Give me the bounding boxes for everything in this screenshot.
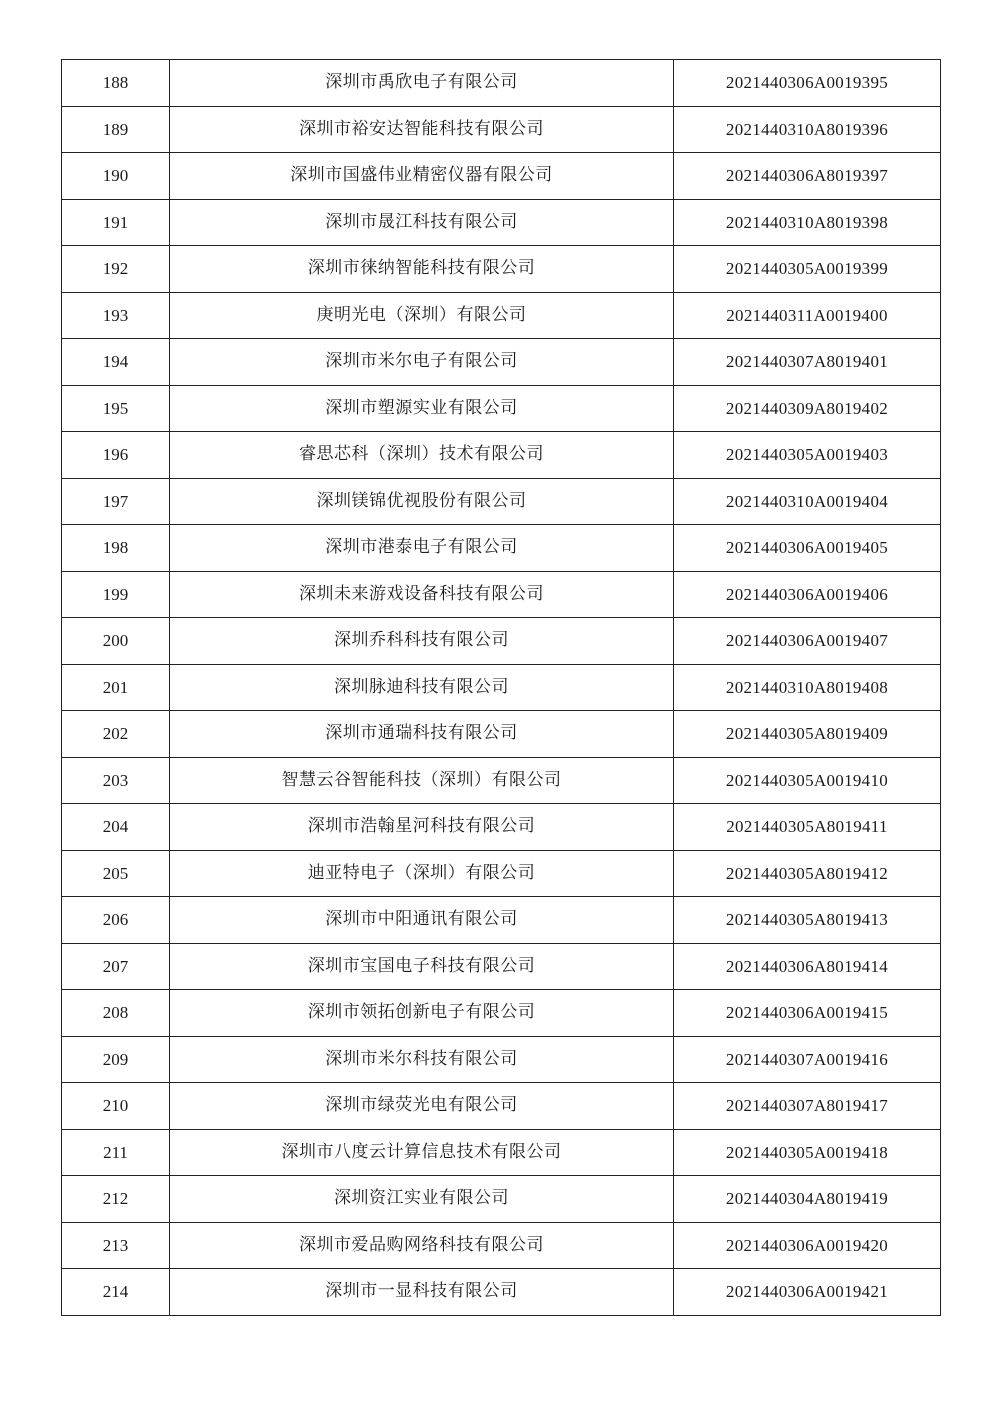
- table-row: [62, 618, 941, 665]
- registration-code-cell: 2021440305A8019412: [674, 850, 941, 897]
- table-row: [62, 106, 941, 153]
- table-row: [62, 153, 941, 200]
- table-row: [62, 1269, 941, 1316]
- table-row: [62, 1129, 941, 1176]
- row-number-cell: 214: [62, 1269, 170, 1316]
- row-number-cell: 189: [62, 106, 170, 153]
- company-name-cell: 深圳市八度云计算信息技术有限公司: [170, 1129, 674, 1176]
- row-number-cell: 196: [62, 432, 170, 479]
- registration-code-cell: 2021440310A8019398: [674, 199, 941, 246]
- row-number-cell: 203: [62, 757, 170, 804]
- table-row: [62, 990, 941, 1037]
- row-number-cell: 191: [62, 199, 170, 246]
- company-name-cell: 深圳市晟江科技有限公司: [170, 199, 674, 246]
- company-name-cell: 深圳市宝国电子科技有限公司: [170, 943, 674, 990]
- company-name-cell: 智慧云谷智能科技（深圳）有限公司: [170, 757, 674, 804]
- registration-code-cell: 2021440306A0019395: [674, 60, 941, 107]
- registration-code-cell: 2021440305A8019409: [674, 711, 941, 758]
- company-name-cell: 深圳脉迪科技有限公司: [170, 664, 674, 711]
- table-row: [62, 757, 941, 804]
- company-name-cell: 深圳乔科科技有限公司: [170, 618, 674, 665]
- table-row: [62, 339, 941, 386]
- company-name-cell: 深圳市裕安达智能科技有限公司: [170, 106, 674, 153]
- table-row: [62, 943, 941, 990]
- company-name-cell: 深圳未来游戏设备科技有限公司: [170, 571, 674, 618]
- company-name-cell: 睿思芯科（深圳）技术有限公司: [170, 432, 674, 479]
- row-number-cell: 213: [62, 1222, 170, 1269]
- registration-code-cell: 2021440310A0019404: [674, 478, 941, 525]
- row-number-cell: 202: [62, 711, 170, 758]
- row-number-cell: 197: [62, 478, 170, 525]
- registration-code-cell: 2021440310A8019396: [674, 106, 941, 153]
- table-row: [62, 1222, 941, 1269]
- registration-code-cell: 2021440306A0019405: [674, 525, 941, 572]
- row-number-cell: 194: [62, 339, 170, 386]
- row-number-cell: 209: [62, 1036, 170, 1083]
- row-number-cell: 212: [62, 1176, 170, 1223]
- row-number-cell: 188: [62, 60, 170, 107]
- company-name-cell: 深圳市中阳通讯有限公司: [170, 897, 674, 944]
- company-name-cell: 深圳镁锦优视股份有限公司: [170, 478, 674, 525]
- registration-code-cell: 2021440306A0019407: [674, 618, 941, 665]
- company-name-cell: 深圳市禹欣电子有限公司: [170, 60, 674, 107]
- registration-code-cell: 2021440305A8019413: [674, 897, 941, 944]
- registration-code-cell: 2021440306A0019415: [674, 990, 941, 1037]
- registration-code-cell: 2021440311A0019400: [674, 292, 941, 339]
- company-name-cell: 庚明光电（深圳）有限公司: [170, 292, 674, 339]
- registration-code-cell: 2021440307A0019416: [674, 1036, 941, 1083]
- table-row: [62, 199, 941, 246]
- table-row: [62, 60, 941, 107]
- table-row: [62, 571, 941, 618]
- row-number-cell: 195: [62, 385, 170, 432]
- company-name-cell: 迪亚特电子（深圳）有限公司: [170, 850, 674, 897]
- row-number-cell: 198: [62, 525, 170, 572]
- company-name-cell: 深圳市米尔电子有限公司: [170, 339, 674, 386]
- row-number-cell: 193: [62, 292, 170, 339]
- registration-code-cell: 2021440306A8019414: [674, 943, 941, 990]
- row-number-cell: 190: [62, 153, 170, 200]
- row-number-cell: 205: [62, 850, 170, 897]
- row-number-cell: 211: [62, 1129, 170, 1176]
- registration-code-cell: 2021440306A0019406: [674, 571, 941, 618]
- row-number-cell: 200: [62, 618, 170, 665]
- table-row: [62, 804, 941, 851]
- registration-code-cell: 2021440304A8019419: [674, 1176, 941, 1223]
- registration-code-cell: 2021440306A0019421: [674, 1269, 941, 1316]
- company-name-cell: 深圳市通瑞科技有限公司: [170, 711, 674, 758]
- row-number-cell: 208: [62, 990, 170, 1037]
- table-row: [62, 897, 941, 944]
- registration-code-cell: 2021440307A8019401: [674, 339, 941, 386]
- company-name-cell: 深圳市徕纳智能科技有限公司: [170, 246, 674, 293]
- company-name-cell: 深圳市塑源实业有限公司: [170, 385, 674, 432]
- company-name-cell: 深圳市一显科技有限公司: [170, 1269, 674, 1316]
- registration-code-cell: 2021440310A8019408: [674, 664, 941, 711]
- company-name-cell: 深圳市港泰电子有限公司: [170, 525, 674, 572]
- company-name-cell: 深圳资江实业有限公司: [170, 1176, 674, 1223]
- company-name-cell: 深圳市领拓创新电子有限公司: [170, 990, 674, 1037]
- registration-code-cell: 2021440305A0019403: [674, 432, 941, 479]
- row-number-cell: 201: [62, 664, 170, 711]
- registration-code-cell: 2021440307A8019417: [674, 1083, 941, 1130]
- registration-code-cell: 2021440306A0019420: [674, 1222, 941, 1269]
- registration-code-cell: 2021440309A8019402: [674, 385, 941, 432]
- table-row: [62, 432, 941, 479]
- company-name-cell: 深圳市绿荧光电有限公司: [170, 1083, 674, 1130]
- row-number-cell: 192: [62, 246, 170, 293]
- registration-code-cell: 2021440305A0019410: [674, 757, 941, 804]
- company-registry-table: [61, 59, 941, 1316]
- table-row: [62, 478, 941, 525]
- registration-code-cell: 2021440305A0019418: [674, 1129, 941, 1176]
- row-number-cell: 199: [62, 571, 170, 618]
- row-number-cell: 207: [62, 943, 170, 990]
- table-row: [62, 1083, 941, 1130]
- row-number-cell: 206: [62, 897, 170, 944]
- company-name-cell: 深圳市国盛伟业精密仪器有限公司: [170, 153, 674, 200]
- registration-code-cell: 2021440305A8019411: [674, 804, 941, 851]
- table-row: [62, 711, 941, 758]
- registry-table-body: [62, 60, 941, 1316]
- table-row: [62, 1176, 941, 1223]
- registration-code-cell: 2021440306A8019397: [674, 153, 941, 200]
- table-row: [62, 1036, 941, 1083]
- table-row: [62, 385, 941, 432]
- company-name-cell: 深圳市米尔科技有限公司: [170, 1036, 674, 1083]
- table-row: [62, 292, 941, 339]
- table-row: [62, 525, 941, 572]
- table-row: [62, 246, 941, 293]
- registration-code-cell: 2021440305A0019399: [674, 246, 941, 293]
- table-row: [62, 664, 941, 711]
- company-name-cell: 深圳市爱品购网络科技有限公司: [170, 1222, 674, 1269]
- row-number-cell: 210: [62, 1083, 170, 1130]
- company-name-cell: 深圳市浩翰星河科技有限公司: [170, 804, 674, 851]
- row-number-cell: 204: [62, 804, 170, 851]
- table-row: [62, 850, 941, 897]
